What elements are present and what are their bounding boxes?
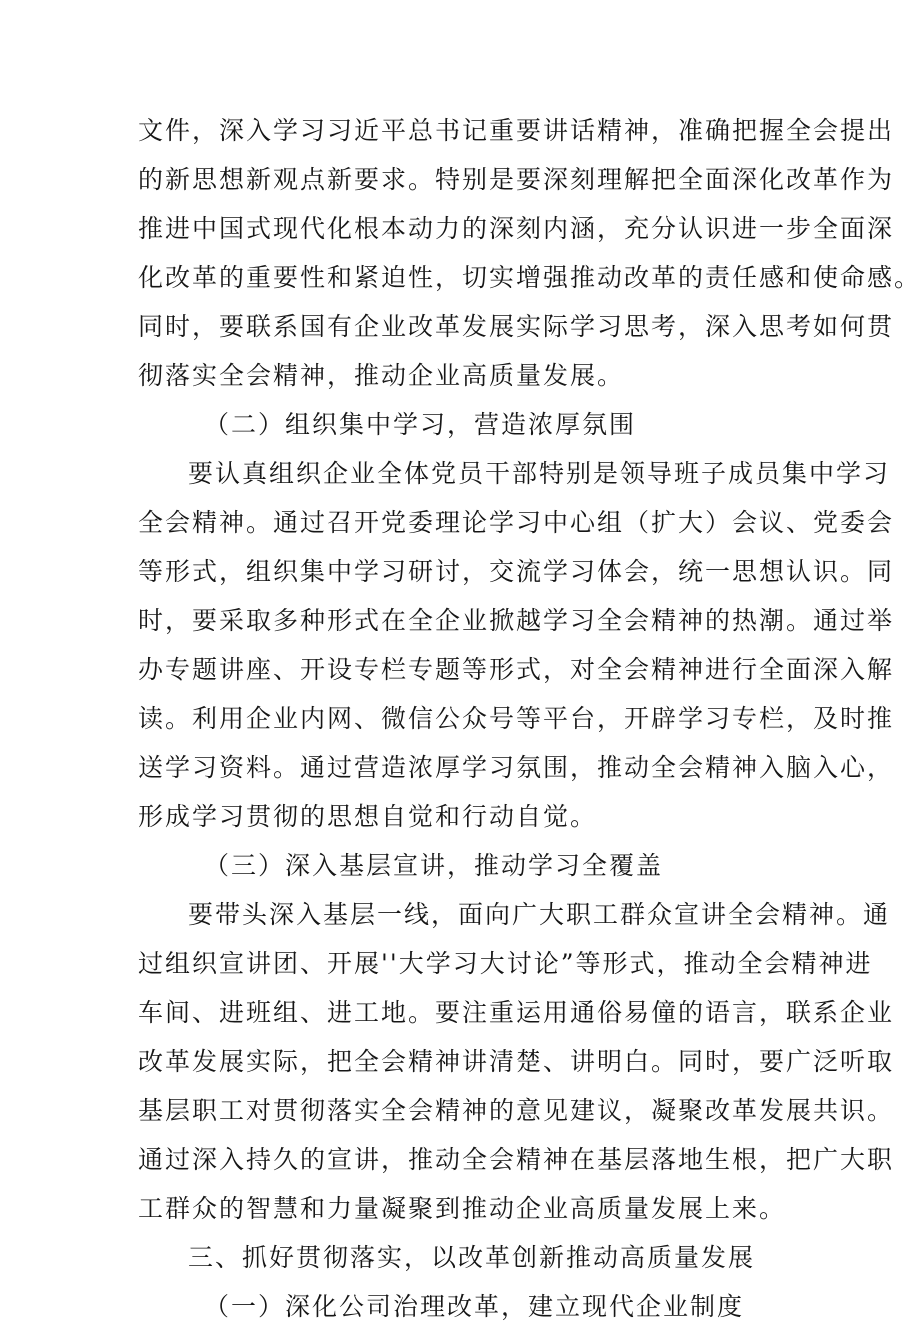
- paragraph-3-line-6: 通过深入持久的宣讲，推动全会精神在基层落地生根，把广大职: [138, 1145, 895, 1174]
- section-3-heading: 三、抓好贯彻落实，以改革创新推动高质量发展: [188, 1243, 756, 1272]
- paragraph-3-line-3: 车间、进班组、进工地。要注重运用通俗易僮的语言，联系企业: [138, 998, 895, 1027]
- paragraph-3-line-2: 过组织宣讲团、开展''大学习大讨论”等形式，推动全会精神进: [138, 949, 873, 978]
- paragraph-1-line-2: 的新思想新观点新要求。特别是要深刻理解把全面深化改革作为: [138, 165, 895, 194]
- paragraph-1-line-4: 化改革的重要性和紧迫性，切实增强推动改革的责任感和使命感。: [138, 263, 921, 292]
- heading-3-1: （一）深化公司治理改革，建立现代企业制度: [204, 1292, 745, 1321]
- document-body: [138, 106, 921, 1331]
- paragraph-1-line-3: 推进中国式现代化根本动力的深刻内涵，充分认识进一步全面深: [138, 214, 895, 243]
- paragraph-1-line-5: 同时，要联系国有企业改革发展实际学习思考，深入思考如何贯: [138, 312, 895, 341]
- paragraph-2-line-4: 时，要采取多种形式在全企业掀越学习全会精神的热潮。通过举: [138, 606, 895, 635]
- heading-2: （二）组织集中学习，营造浓厚氛围: [204, 410, 637, 439]
- paragraph-2-line-3: 等形式，组织集中学习研讨，交流学习体会，统一思想认识。同: [138, 557, 895, 586]
- paragraph-2-line-8: 形成学习贯彻的思想自觉和行动自觉。: [138, 802, 598, 831]
- heading-3: （三）深入基层宣讲，推动学习全覆盖: [204, 851, 664, 880]
- paragraph-1-line-1: 文件，深入学习习近平总书记重要讲话精神，准确把握全会提出: [138, 116, 895, 145]
- paragraph-2-line-5: 办专题讲座、开设专栏专题等形式，对全会精神进行全面深入解: [138, 655, 895, 684]
- paragraph-3-line-1: 要带头深入基层一线，面向广大职工群众宣讲全会精神。通: [188, 900, 891, 929]
- paragraph-2-line-2: 全会精神。通过召开党委理论学习中心组（扩大）会议、党委会: [138, 508, 895, 537]
- paragraph-2-line-7: 送学习资料。通过营造浓厚学习氛围，推动全会精神入脑入心，: [138, 753, 895, 782]
- paragraph-2-line-6: 读。利用企业内网、微信公众号等平台，开辟学习专栏，及时推: [138, 704, 895, 733]
- paragraph-2-line-1: 要认真组织企业全体党员干部特别是领导班子成员集中学习: [188, 459, 891, 488]
- paragraph-3-line-7: 工群众的智慧和力量凝聚到推动企业高质量发展上来。: [138, 1194, 787, 1223]
- paragraph-3-line-5: 基层职工对贯彻落实全会精神的意见建议，凝聚改革发展共识。: [138, 1096, 895, 1125]
- paragraph-3-line-4: 改革发展实际，把全会精神讲清楚、讲明白。同时，要广泛听取: [138, 1047, 895, 1076]
- paragraph-1-line-6: 彻落实全会精神，推动企业高质量发展。: [138, 361, 625, 390]
